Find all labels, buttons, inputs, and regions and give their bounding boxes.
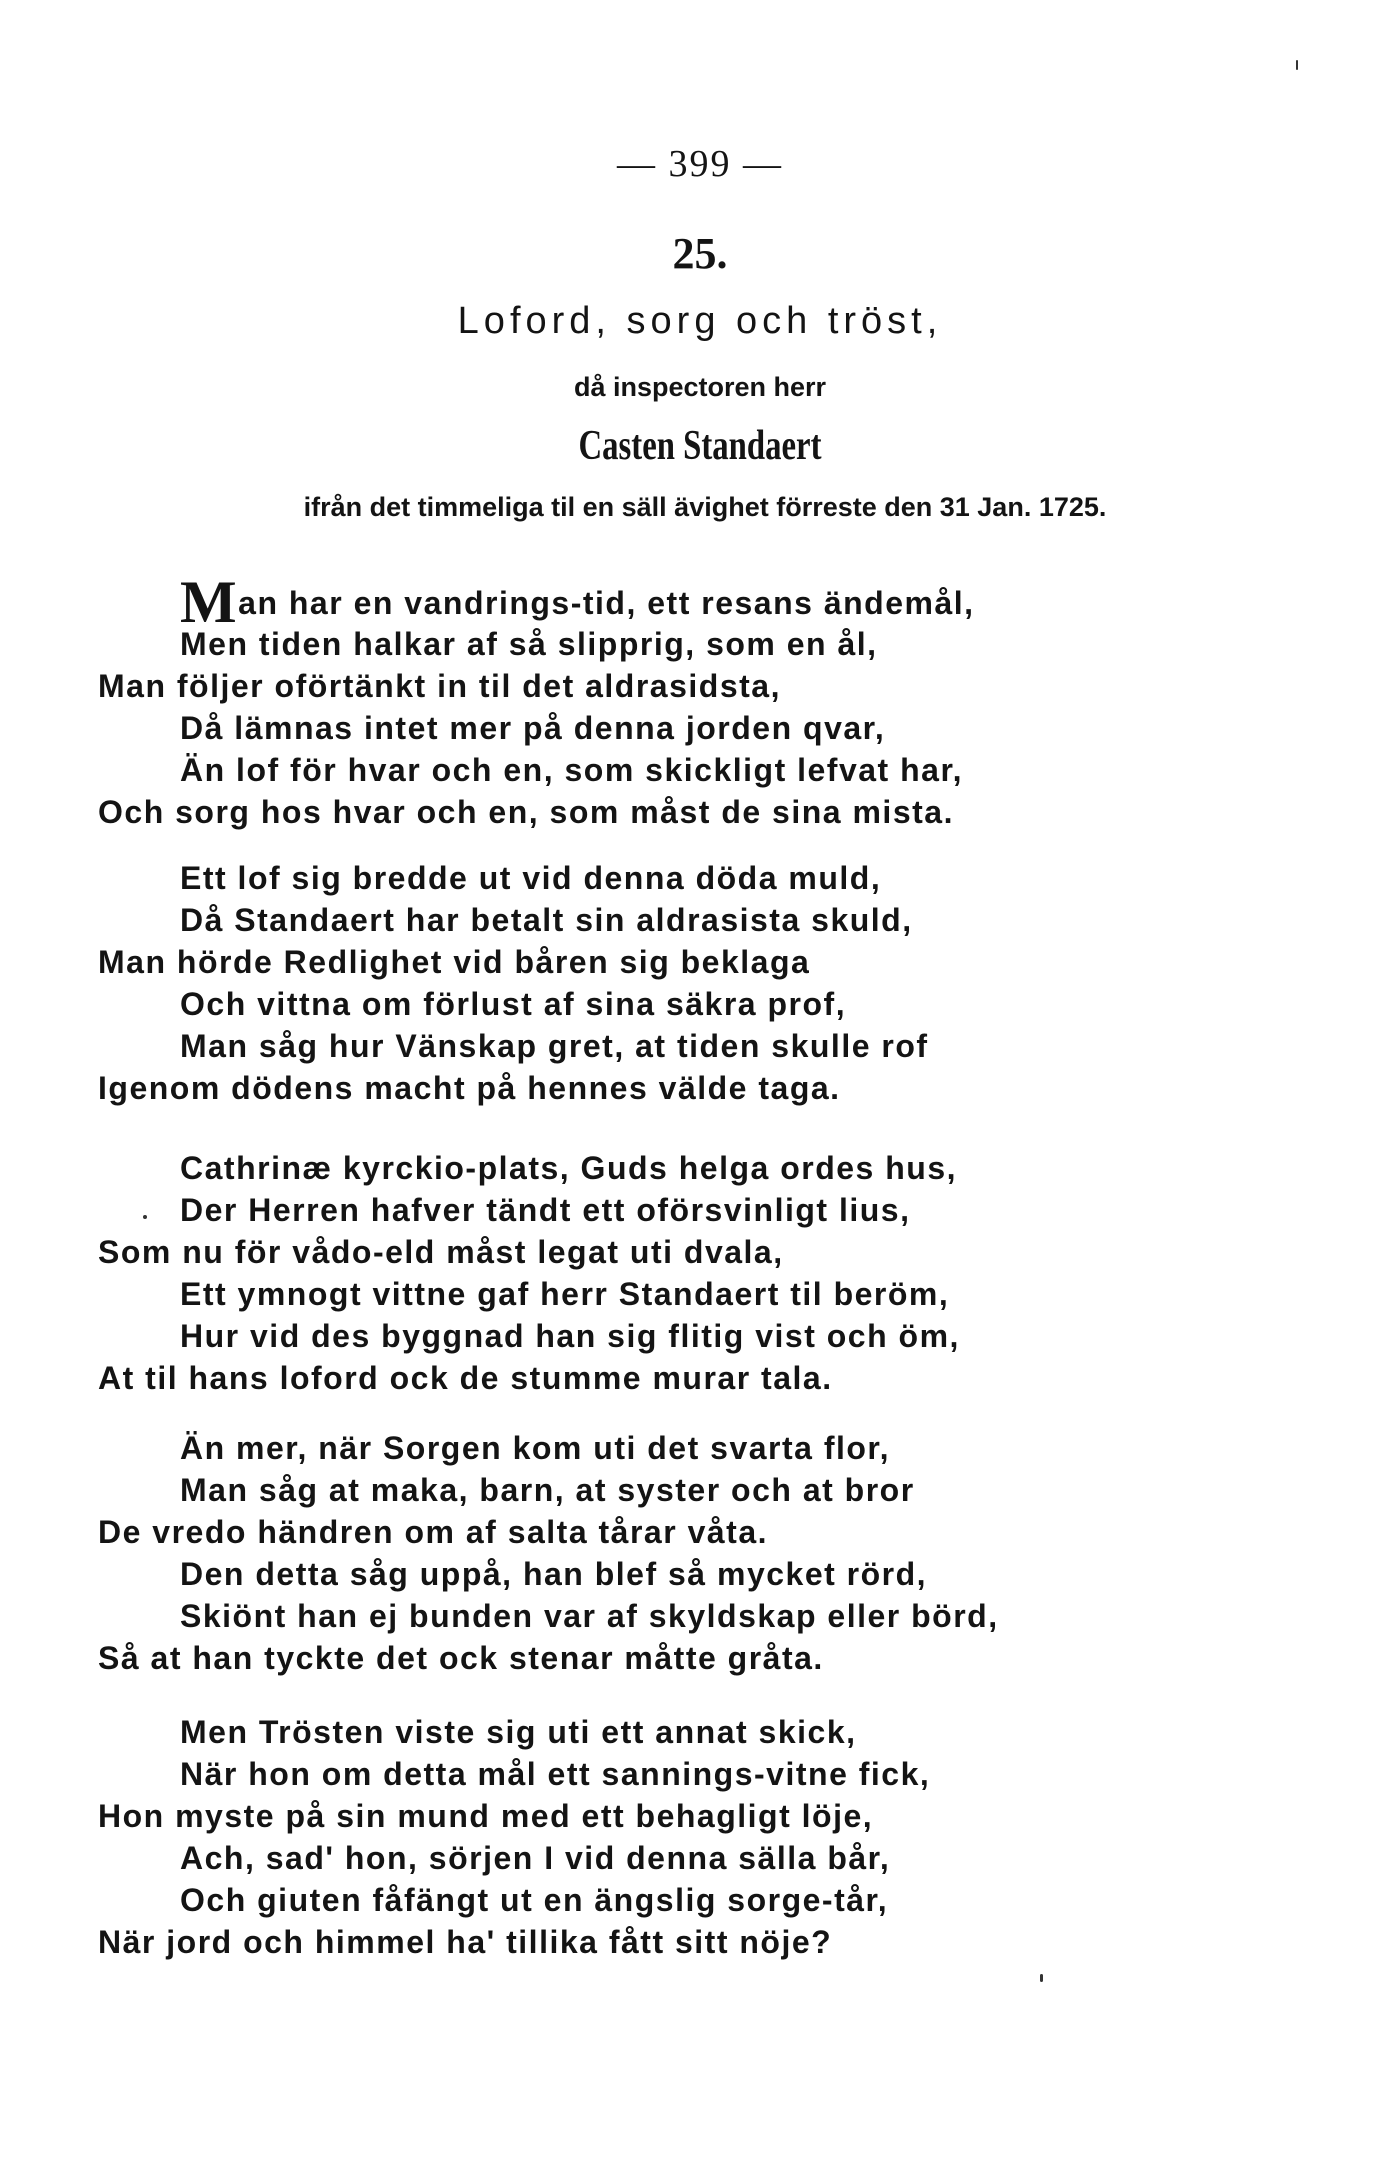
verse-line: Man såg hur Vänskap gret, at tiden skulle rof xyxy=(180,1028,929,1064)
verse-line: Cathrinæ kyrckio-plats, Guds helga ordes hus, xyxy=(180,1150,957,1186)
verse-line: Den detta såg uppå, han blef så mycket rörd, xyxy=(180,1556,928,1592)
verse-line: Som nu för vådo-eld måst legat uti dvala, xyxy=(98,1234,784,1270)
verse-line: Då lämnas intet mer på denna jorden qvar, xyxy=(180,710,886,746)
verse-line: Der Herren hafver tändt ett oförsvinligt lius, xyxy=(180,1192,911,1228)
verse-line: Ett ymnogt vittne gaf herr Standaert til beröm, xyxy=(180,1276,950,1312)
verse-line: När hon om detta mål ett sannings-vitne fick, xyxy=(180,1756,931,1792)
verse-line: Skiönt han ej bunden var af skyldskap eller börd, xyxy=(180,1598,999,1634)
verse-line: Men Trösten viste sig uti ett annat skick, xyxy=(180,1714,857,1750)
dedication-line: ifrån det timmeliga til en säll ävighet förreste den 31 Jan. 1725. xyxy=(303,492,1107,522)
verse-line: Än mer, när Sorgen kom uti det svarta flor, xyxy=(180,1430,890,1466)
print-speck xyxy=(1296,60,1298,70)
poem-subtitle: då inspectoren herr xyxy=(573,372,827,402)
verse-line: Ach, sad' hon, sörjen I vid denna sälla bår, xyxy=(180,1840,891,1876)
verse-line: Man såg at maka, barn, at syster och at bror xyxy=(180,1472,915,1508)
verse-line: Då Standaert har betalt sin aldrasista skuld, xyxy=(180,902,913,938)
print-speck xyxy=(1040,1974,1043,1982)
page-number: — 399 — xyxy=(617,143,783,185)
verse-line: Än lof för hvar och en, som skickligt lefvat har, xyxy=(180,752,964,788)
verse-line: Och vittna om förlust af sina säkra prof, xyxy=(180,986,847,1022)
verse-line: Ett lof sig bredde ut vid denna döda muld, xyxy=(180,860,882,896)
verse-line: Igenom dödens macht på hennes välde taga. xyxy=(98,1070,841,1106)
drop-cap: M xyxy=(180,569,239,635)
poem-number: 25. xyxy=(672,229,728,278)
verse-line: När jord och himmel ha' tillika fått sitt nöje? xyxy=(98,1924,833,1960)
verse-line: Man hörde Redlighet vid båren sig beklaga xyxy=(98,944,811,980)
verse-line: Och giuten fåfängt ut en ängslig sorge-tår, xyxy=(180,1882,889,1918)
verse-line: Men tiden halkar af så slipprig, som en ål, xyxy=(180,626,878,662)
print-speck xyxy=(143,1215,147,1219)
verse-line: Man följer oförtänkt in til det aldrasidsta, xyxy=(98,668,781,704)
poem-title: Loford, sorg och tröst, xyxy=(457,300,943,342)
honoree-name: Casten Standaert xyxy=(578,423,822,469)
verse-line: De vredo händren om af salta tårar våta. xyxy=(98,1514,768,1550)
verse-line: Hur vid des byggnad han sig flitig vist och öm, xyxy=(180,1318,960,1354)
verse-line: Så at han tyckte det ock stenar måtte gråta. xyxy=(98,1640,824,1676)
verse-line-rest: an har en vandrings-tid, ett resans ändemål, xyxy=(238,585,975,621)
verse-line xyxy=(180,569,975,635)
verse-line: Och sorg hos hvar och en, som måst de sina mista. xyxy=(98,794,954,830)
verse-line: At til hans loford ock de stumme murar tala. xyxy=(98,1360,833,1396)
verse-line: Hon myste på sin mund med ett behagligt löje, xyxy=(98,1798,874,1834)
